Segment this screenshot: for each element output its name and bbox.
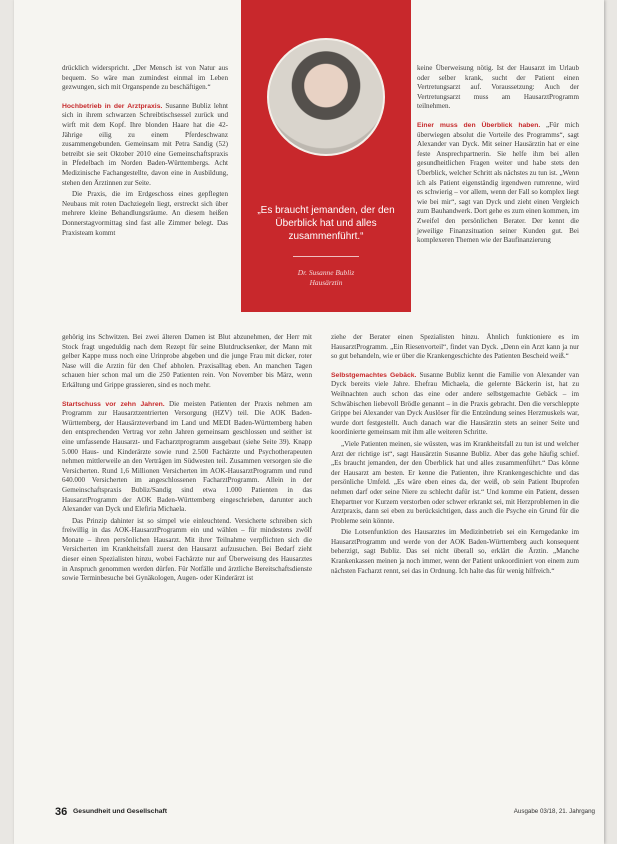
- paragraph: Das Prinzip dahinter ist so simpel wie einleuchtend. Versicherte schreiben sich freiwillig in das AOK-HausarztProgramm ein und wählen – für mindestens zwölf Monate – ihren persönlichen Hausarzt. Mit ihrer Teilnahme verpflichten sich die Versicherten im Krankheitsfall zuerst den Hausarzt aufzusuchen. Bei Bedarf zieht dieser einen Spezialisten hinzu, wobei Fachärzte nur auf Überweisung des Hausarztes in Anspruch genommen werden dürfen. Für Notfälle und ärztliche Bereitschaftsdienste sowie Terminbesuche bei Gynäkologen, Augen- oder Kinderärzt ist: [62, 516, 312, 583]
- paragraph: ziehe der Berater einen Spezialisten hinzu. Ähnlich funktioniere es im HausarztProgramm. „Ein Riesenvorteil“, findet van Dyck. „Denn ein Arzt kann ja nur so gut behandeln, wie er über die Krankengeschichte des Patienten Bescheid weiß.“: [331, 333, 579, 361]
- quote-divider: [293, 256, 359, 257]
- page-number: 36: [55, 806, 68, 818]
- paragraph: keine Überweisung nötig. Ist der Hausarzt im Urlaub oder selber krank, sucht der Patient einen Vertretungsarzt auf. Voraussetzung: Auch der Vertretungsarzt muss am HausarztProgramm teilnehmen.: [417, 64, 579, 111]
- paragraph-with-heading: [331, 371, 579, 438]
- paragraph-with-heading: [62, 400, 312, 515]
- quote-box: [241, 0, 411, 312]
- page-footer: [55, 806, 595, 818]
- paragraph: „Viele Patienten meinen, sie wüssten, was im Krankheitsfall zu tun ist und welcher Arzt der richtige ist“, sagt Hausärztin Susanne Bubliz. Aber das gehe häufig schief. „Es braucht jemanden, der den Überblick hat und alles zusammenführt.“ Das könne der Hausarzt am besten. Er kenne die Patienten, ihre Krankengeschichte und das persönliche Umfeld. „Es wäre eben eines da, der weiß, ob sein Patient Ibuprofen nehmen darf oder seine Niere zu schlecht dafür ist.“ Und komme ein Patient, dessen Ehepartner vor Kurzem verstorben oder schwer erkrankt sei, mit Herzproblemen in die Arztpraxis, dann sei eben zu berücksichtigen, dass auch die Psyche ein Grund für die Probleme sein könnte.: [331, 439, 579, 525]
- paragraph-with-heading: [417, 121, 579, 246]
- quote-author: Dr. Susanne Bubliz: [297, 268, 355, 277]
- pull-quote: „Es braucht jemanden, der den Überblick hat und alles zusammenführt.“: [257, 205, 395, 242]
- paragraph: gehörig ins Schwitzen. Bei zwei älteren Damen ist Blut abzunehmen, der Herr mit Stock fragt ungeduldig nach dem Rezept für seine Blutdrucksenker, der Mann mit gelber Kappe muss noch eine Urinprobe abgeben und die junge Frau mit dicker, roter Nase will die Arztin für den Chef abholen. Praxisalltag eben. An manchen Tagen schauen hier schon mal um die 250 Patienten rein. Von November bis März, wenn Erkältung und Grippe grassieren, sind es noch mehr.: [62, 333, 312, 389]
- paragraph: Die Praxis, die im Erdgeschoss eines gepflegten Neubaus mit roten Dachziegeln liegt, erstreckt sich über mehrere kleine Behandlungsräume. An diesem heißen Donnerstagvormittag sind fast alle Zimmer belegt. Das Praxisteam kommt: [62, 190, 228, 237]
- subheading-hochbetrieb: Hochbetrieb in der Arztpraxis.: [62, 102, 163, 110]
- right-wide-column: [331, 333, 579, 578]
- subheading-ueberblick: Einer muss den Überblick haben.: [417, 121, 541, 129]
- section-name: Gesundheit und Gesellschaft: [73, 808, 168, 815]
- right-column: [417, 64, 579, 248]
- paragraph-text: Susanne Bubliz kennt die Familie von Alexander van Dyck bereits viele Jahre. Ehefrau Michaela, die gelernte Bäckerin ist, hat zu Weihnachten auch schon das eine oder andere selbstgemachte Gebäck – im Schwäbischen liebevoll Brödle genannt – in die Praxis gebracht. Den die verschleppte Grippe bei Alexander van Dyck Auslöser für die Entzündung seines Herzmuskels war, wurde dort festgestellt. Auch danach war die Hausärztin stets an seiner Seite und koordinierte gemeinsam mit ihm alle weiteren Schritte.: [331, 370, 579, 437]
- left-wide-column: [62, 333, 312, 586]
- paragraph-text: Susanne Bubliz lehnt sich in ihrem schwarzen Schreibtischsessel zurück und wirft mit dem Kopf. Ihre blonden Haare hat die 42-Jährige eilig zu einem Pferdeschwanz zusammengebunden. Gemeinsam mit Petra Sandig (52) betreibt sie seit Oktober 2010 eine Gemeinschaftspraxis in Pfedelbach im Norden Baden-Württembergs. Acht Medizinische Fachangestellte, davon eine in Ausbildung, stehen den Ärztinnen zur Seite.: [62, 101, 229, 187]
- paragraph: Die Lotsenfunktion des Hausarztes im Medizinbetrieb sei ein Kerngedanke im HausarztProgramm und werde von der AOK Baden-Württemberg auch konsequent beherzigt, sagt Bubliz. Das sei nicht überall so, erklärt die Ärztin. „Manche Krankenkassen meinen ja noch immer, wenn der Patient unkoordiniert von einem zum nächsten Facharzt rennt, sei das in Ordnung. Ich halte das für wenig hilfreich.“: [331, 528, 579, 575]
- paragraph-with-heading: [62, 102, 228, 188]
- quote-author-role: Hausärztin: [309, 278, 343, 287]
- quote-attribution: [257, 268, 395, 288]
- left-column: [62, 64, 228, 240]
- subheading-gebaeck: Selbstgemachtes Gebäck.: [331, 371, 417, 379]
- paragraph-text: Die meisten Patienten der Praxis nehmen am Programm zur Hausarztzentrierten Versorgung (HZV) teil. Die AOK Baden-Württemberg, der Hausärzteverband im Land und MEDI Baden-Württemberg haben den entsprechenden Vertrag vor zehn Jahren gemeinsam geschlossen und seither ist eine umfassende Hausarzt- und Facharztprogramm ausgebaut (siehe Seite 39). Knapp 5.000 Haus- und Kinderärzte sowie rund 2.500 Fachärzte und Psychotherapeuten nehmen mittlerweile an den Verträgen im Südwesten teil. Zusammen versorgen sie die Versicherten. Rund 1,6 Millionen Versicherten im AOK-HausarztProgramm und rund 640.000 Versicherten im angeschlossenen FacharztProgramm. Allein in der Gemeinschaftspraxis Bubliz/Sandig sind etwa 1.000 Patienten in das HausarztProgramm der AOK Baden-Württemberg eingeschrieben, darunter auch Alexander van Dyck und Elefiria Michaela.: [62, 399, 312, 514]
- issue-info: Ausgabe 03/18, 21. Jahrgang: [513, 808, 595, 815]
- magazine-page: [14, 0, 604, 844]
- paragraph: drücklich widerspricht. „Der Mensch ist von Natur aus bequem. So wäre man zumindest einmal im Leben gezwungen, sich mit Organspende zu beschäftigen.“: [62, 64, 228, 92]
- subheading-startschuss: Startschuss vor zehn Jahren.: [62, 400, 165, 408]
- paragraph-text: „Für mich überwiegen absolut die Vorteile des Programms“, sagt Alexander van Dyck. Mit seiner Hausärztin hat er eine feste Ansprechpartnerin. Sie helfe ihm bei allen gesundheitlichen Fragen weiter und habe stets den Überblick, welcher Schritt als nächstes zu tun ist. „Wenn ich als Patient eigenständig irgendwen rumrenne, wird es schwierig – vor allem, wenn der Fall so komplex liegt wie bei mir“, sagt van Dyck und zieht einen Vergleich zum Bauhandwerk. Dort gehe es zum einen kommen, im Zweifel den persönlichen Berater. Der kennt die jeweilige Finanzsituation seiner Kunden gut. Bei komplexeren Themen wie der Baufinanzierung: [417, 120, 579, 245]
- portrait-photo: [267, 38, 385, 156]
